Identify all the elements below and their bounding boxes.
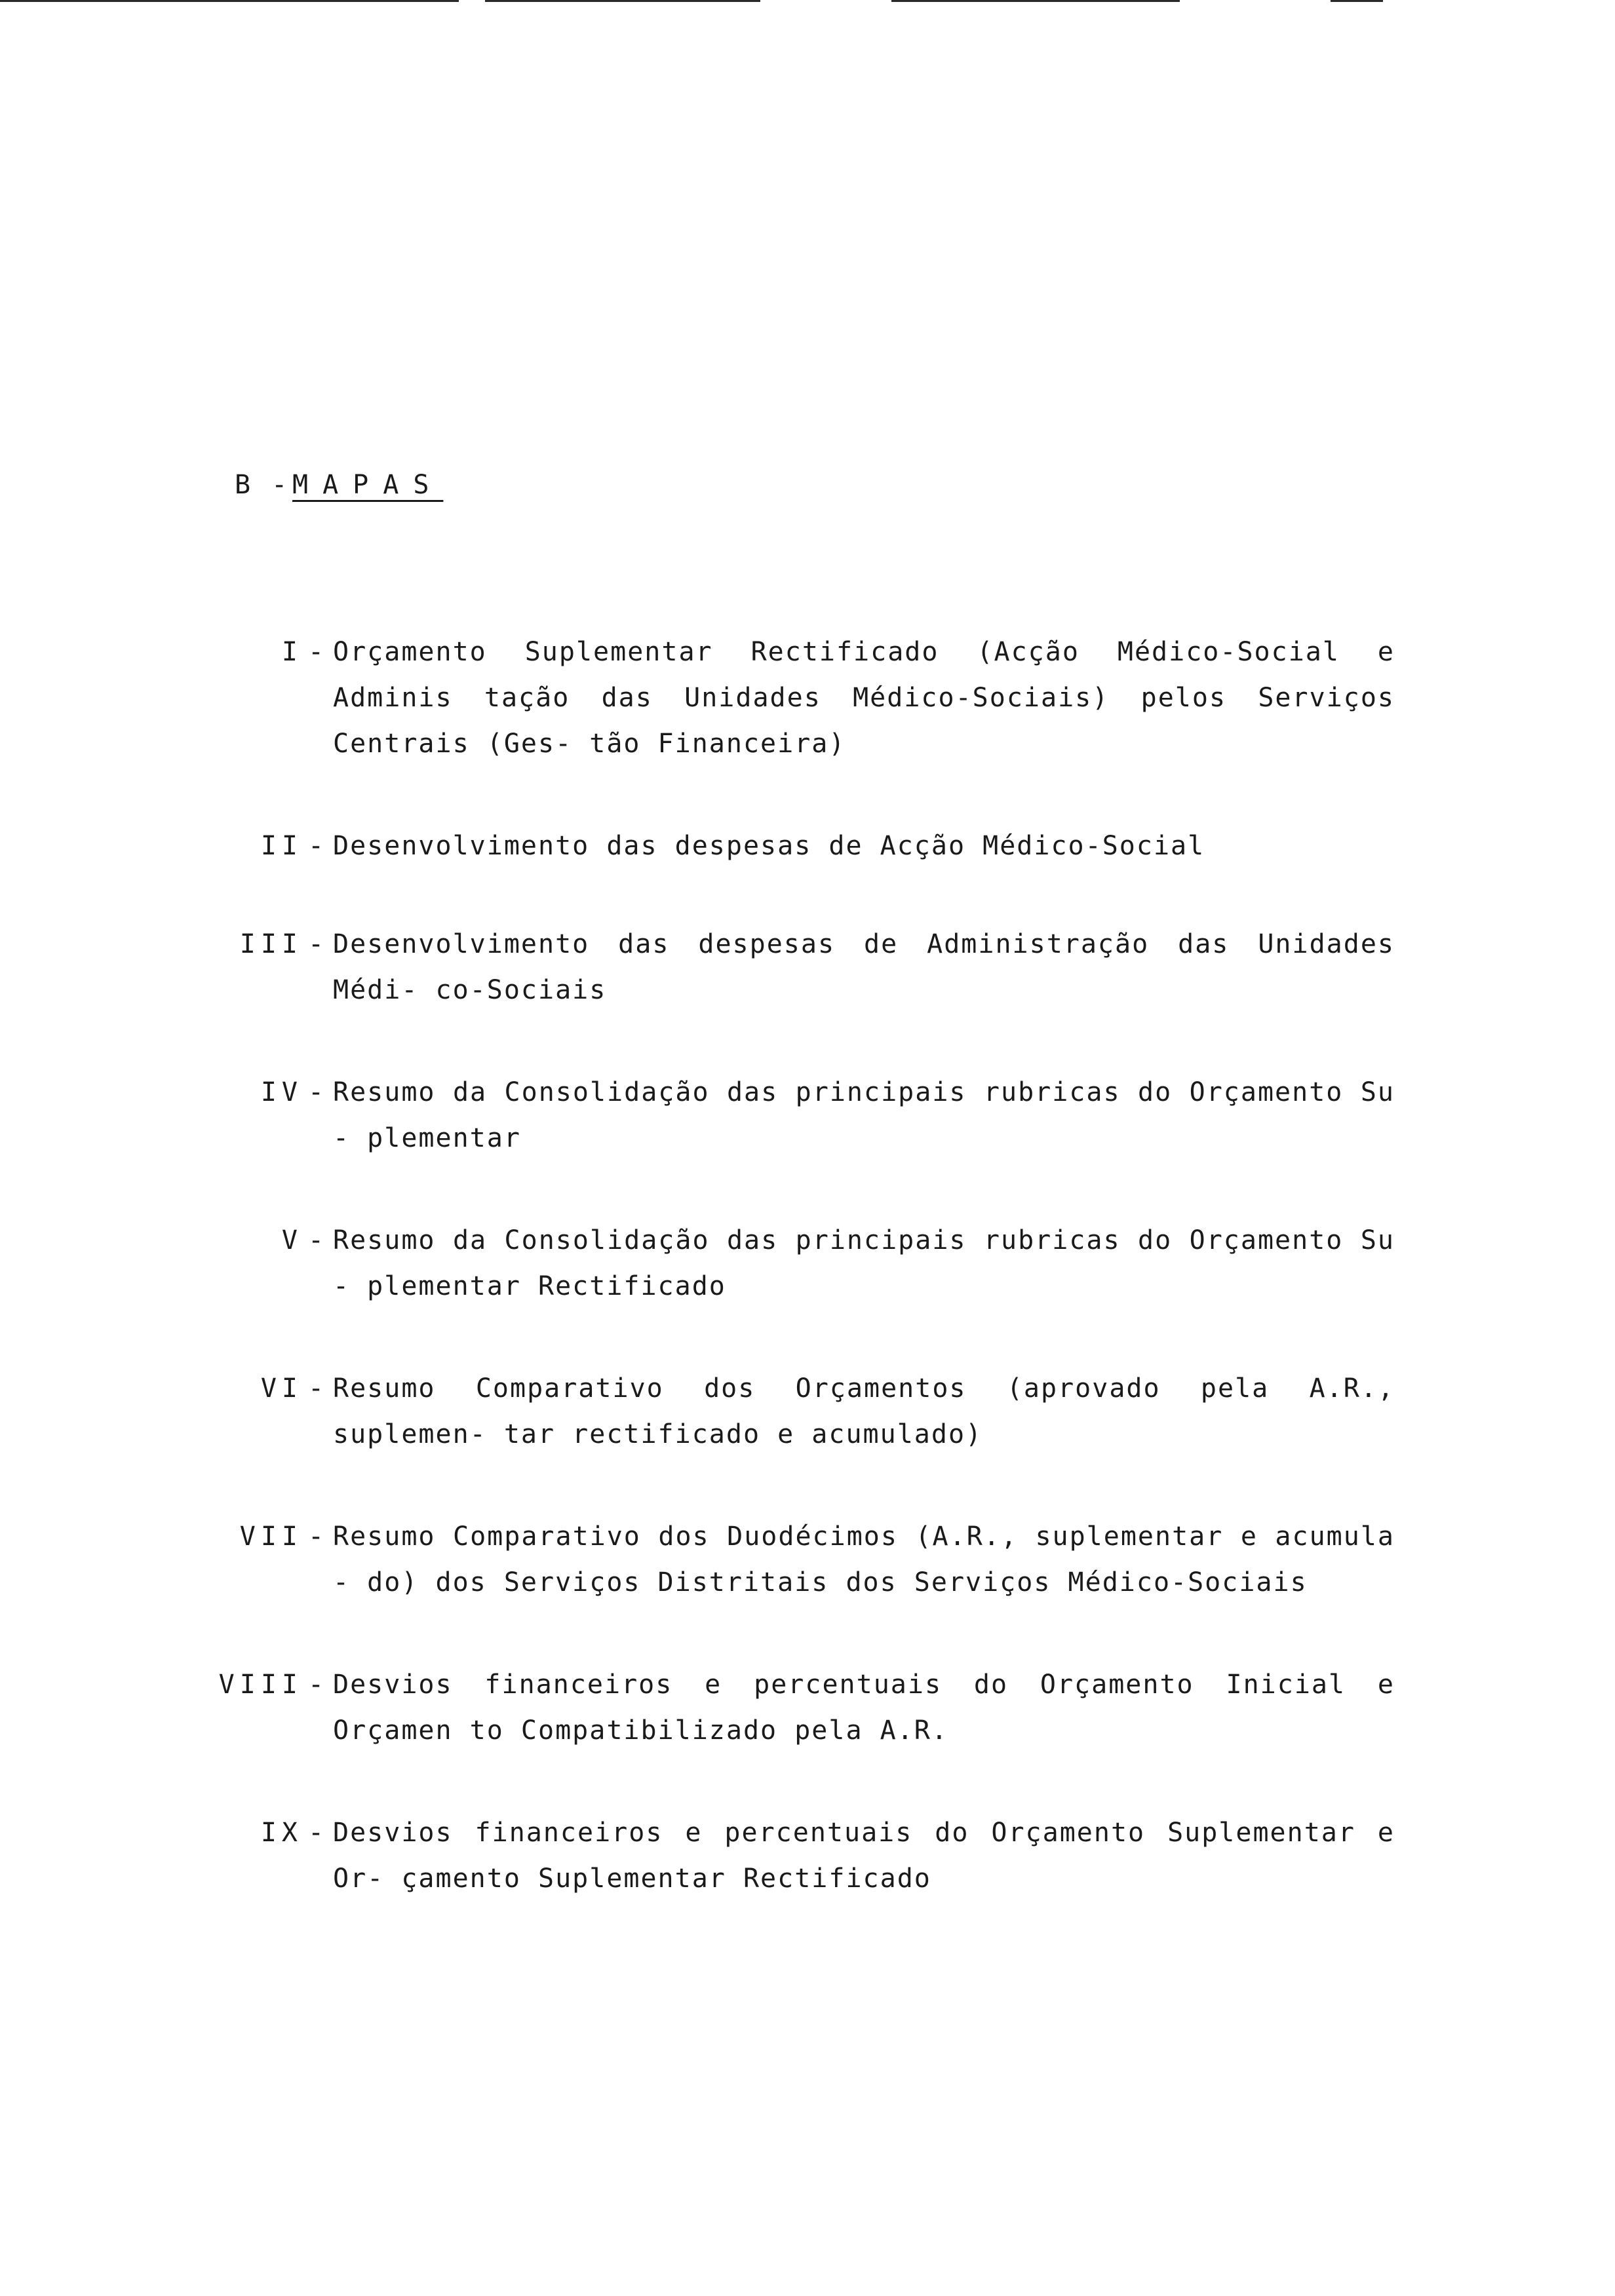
map-description: Desvios financeiros e percentuais do Orçamento Inicial e Orçamen to Compatibilizado pela A.R.	[333, 1670, 1395, 1746]
top-scan-rule	[891, 0, 1180, 2]
section-prefix: B -	[235, 470, 290, 500]
map-dash: -	[307, 1225, 324, 1255]
map-description: Desenvolvimento das despesas de Administração das Unidades Médi- co-Sociais	[333, 929, 1395, 1005]
map-dash: -	[307, 831, 324, 861]
map-numeral: IX	[260, 1818, 303, 1848]
map-item	[157, 1662, 1403, 1810]
map-dash: -	[307, 1521, 324, 1552]
map-item	[157, 823, 1403, 921]
map-dash: -	[307, 637, 324, 667]
map-numeral: III	[239, 929, 303, 959]
map-dash: -	[307, 1077, 324, 1107]
top-scan-rule	[1331, 0, 1383, 2]
map-description: Resumo Comparativo dos Orçamentos (aprovado pela A.R., suplemen- tar rectificado e acumulado)	[333, 1373, 1395, 1449]
map-item	[157, 1366, 1403, 1514]
map-dash: -	[307, 1373, 324, 1404]
map-description: Desenvolvimento das despesas de Acção Médico-Social	[333, 831, 1205, 861]
map-dash: -	[307, 1670, 324, 1700]
map-item	[157, 1810, 1403, 1958]
map-item	[157, 1069, 1403, 1217]
map-item	[157, 629, 1403, 823]
map-numeral: VI	[260, 1373, 303, 1404]
map-dash: -	[307, 1818, 324, 1848]
map-description: Orçamento Suplementar Rectificado (Acção Médico-Social e Adminis tação das Unidades Médico-Sociais) pelos Serviços Centrais (Ges- tão Financeira)	[333, 637, 1395, 759]
map-numeral: I	[281, 637, 303, 667]
top-scan-rule	[485, 0, 760, 2]
section-title: MAPAS	[292, 470, 444, 500]
map-description: Resumo da Consolidação das principais rubricas do Orçamento Su - plementar	[333, 1077, 1395, 1153]
map-numeral: II	[260, 831, 303, 861]
map-item	[157, 1514, 1403, 1662]
map-numeral: IV	[260, 1077, 303, 1107]
map-description: Resumo da Consolidação das principais rubricas do Orçamento Su - plementar Rectificado	[333, 1225, 1395, 1301]
map-numeral: VIII	[218, 1670, 303, 1700]
map-numeral: VII	[239, 1521, 303, 1552]
section-heading	[235, 467, 443, 503]
map-item	[157, 1217, 1403, 1366]
map-list	[157, 629, 1403, 1958]
top-scan-rule	[0, 0, 459, 2]
map-dash: -	[307, 929, 324, 959]
map-description: Resumo Comparativo dos Duodécimos (A.R., suplementar e acumula - do) dos Serviços Distritais dos Serviços Médico-Sociais	[333, 1521, 1395, 1598]
map-numeral: V	[281, 1225, 303, 1255]
map-description: Desvios financeiros e percentuais do Orçamento Suplementar e Or- çamento Suplementar Rectificado	[333, 1818, 1395, 1894]
map-item	[157, 921, 1403, 1069]
